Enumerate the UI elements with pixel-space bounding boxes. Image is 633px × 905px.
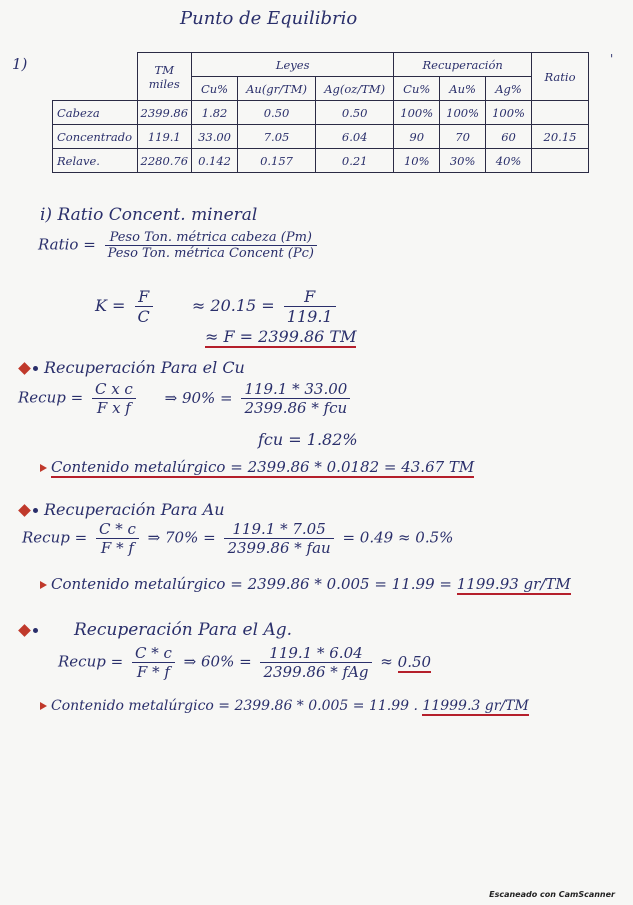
ag-heading [20,620,292,640]
f-result [205,327,356,346]
row-label: Concentrado [53,125,138,149]
table-row [53,125,589,149]
table-cell: 0.21 [316,149,394,173]
triangle-bullet-icon [40,702,47,710]
au-result: = 0.49 ≈ 0.5% [342,528,454,547]
f-result-text: ≈ F = 2399.86 TM [205,327,357,346]
subheader-cell: Ag(oz/TM) [316,77,394,101]
question-number: 1) [12,55,28,73]
cu-contenido [40,458,474,476]
header-tm-label: TM [154,62,174,77]
header-ratio: Ratio [532,53,589,101]
approx-numerator: F [284,287,336,307]
ag-denominator: F * f [136,663,170,681]
ag-recup-label: Recup = [58,652,124,671]
au-heading-text: Recuperación Para Au [44,500,225,519]
ag-values-denominator: 2399.86 * fAg [263,663,369,681]
diamond-bullet-icon [18,624,31,637]
k-numerator: F [135,287,153,307]
cu-denominator: F x f [96,399,131,417]
page-title: Punto de Equilibrio [180,8,358,29]
subheader-cell: Cu% [394,77,440,101]
table-cell: 100% [486,101,532,125]
k-formula [95,287,340,326]
table-cell: 40% [486,149,532,173]
data-table [52,52,589,173]
cu-arrow: ⇒ 90% = [164,388,233,407]
table-subheader-row [53,77,589,101]
ratio-label: Ratio = [38,235,96,254]
k-fraction [135,287,153,326]
cu-values-numerator: 119.1 * 33.00 [241,380,350,399]
dot-bullet-icon [33,628,38,633]
au-values-denominator: 2399.86 * fau [227,539,331,557]
table-header-row [53,53,589,77]
table-cell: 60 [486,125,532,149]
cu-heading [20,358,245,377]
cu-fraction-values [241,380,350,417]
au-fraction [96,520,139,557]
table-cell: 30% [440,149,486,173]
table-cell: 7.05 [238,125,316,149]
table-cell: 10% [394,149,440,173]
cu-heading-text: Recuperación Para el Cu [44,358,245,377]
ag-contenido-text: Contenido metalúrgico = 2399.86 * 0.005 = 11.99 . [51,698,418,714]
cu-recup-label: Recup = [18,388,84,407]
ag-values-numerator: 119.1 * 6.04 [260,644,371,663]
table-cell [532,149,589,173]
table-cell: 0.142 [192,149,238,173]
ag-fraction-values [260,644,371,681]
cu-result: fcu = 1.82% [258,430,358,449]
table-corner-cell [53,53,138,77]
cu-numerator: C x c [92,380,136,399]
au-contenido-text: Contenido metalúrgico = 2399.86 * 0.005 = 11.99 = [51,575,452,593]
subheader-cell: Cu% [192,77,238,101]
row-label: Relave. [53,149,138,173]
header-tm [137,53,192,101]
ratio-heading: i) Ratio Concent. mineral [40,205,258,225]
au-heading [20,500,225,519]
table-cell: 20.15 [532,125,589,149]
table-cell [532,101,589,125]
table-row [53,101,589,125]
table-cell: 70 [440,125,486,149]
cu-formula [18,380,354,417]
au-contenido [40,575,571,593]
table-cell: 33.00 [192,125,238,149]
header-miles-label: miles [148,76,180,91]
table-cell: 6.04 [316,125,394,149]
ratio-numerator: Peso Ton. métrica cabeza (Pm) [105,230,317,246]
dot-bullet-icon [33,508,38,513]
ag-heading-text: Recuperación Para el Ag. [74,620,293,640]
table-cell: 1.82 [192,101,238,125]
au-contenido-result: 1199.93 gr/TM [456,575,571,593]
au-numerator: C * c [96,520,139,539]
ag-arrow: ⇒ 60% = [183,652,252,671]
header-recuperacion: Recuperación [394,53,532,77]
subheader-cell: Au(gr/TM) [238,77,316,101]
k-denominator: C [137,307,150,326]
subheader-cell: Au% [440,77,486,101]
ratio-formula [38,230,321,261]
triangle-bullet-icon [40,581,47,589]
cu-contenido-text: Contenido metalúrgico = 2399.86 * 0.0182 = 43.67 TM [51,458,475,476]
diamond-bullet-icon [18,504,31,517]
ag-contenido [40,698,529,714]
approx-label: ≈ 20.15 = [191,296,275,315]
au-denominator: F * f [100,539,134,557]
subheader-cell: Ag% [486,77,532,101]
approx-fraction [284,287,336,326]
ratio-fraction [105,230,317,261]
table-cell: 90 [394,125,440,149]
ag-result: 0.50 [397,652,432,671]
table-cell: 119.1 [137,125,192,149]
triangle-bullet-icon [40,464,47,472]
table-row [53,149,589,173]
table-cell: 0.50 [316,101,394,125]
ag-numerator: C * c [132,644,175,663]
ag-fraction [132,644,175,681]
cu-fraction [92,380,136,417]
k-label: K = [95,296,126,315]
corner-mark: ' [610,52,614,66]
ag-formula [58,644,431,681]
table-cell: 100% [440,101,486,125]
header-leyes: Leyes [192,53,394,77]
dot-bullet-icon [33,366,38,371]
au-fraction-values [224,520,333,557]
row-label: Cabeza [53,101,138,125]
table-cell: 0.157 [238,149,316,173]
au-formula [22,520,453,557]
table-cell: 0.50 [238,101,316,125]
au-values-numerator: 119.1 * 7.05 [224,520,333,539]
table-cell: 2399.86 [137,101,192,125]
ag-result-approx: ≈ [380,652,393,671]
ratio-denominator: Peso Ton. métrica Concent (Pc) [107,246,314,261]
au-recup-label: Recup = [22,528,88,547]
table-cell: 2280.76 [137,149,192,173]
cu-values-denominator: 2399.86 * fcu [244,399,348,417]
table-cell: 100% [394,101,440,125]
diamond-bullet-icon [18,362,31,375]
scanner-watermark: Escaneado con CamScanner [489,890,615,899]
ag-contenido-result: 11999.3 gr/TM [422,698,529,714]
approx-denominator: 119.1 [286,307,333,326]
au-arrow: ⇒ 70% = [147,528,216,547]
table-corner-cell [53,77,138,101]
